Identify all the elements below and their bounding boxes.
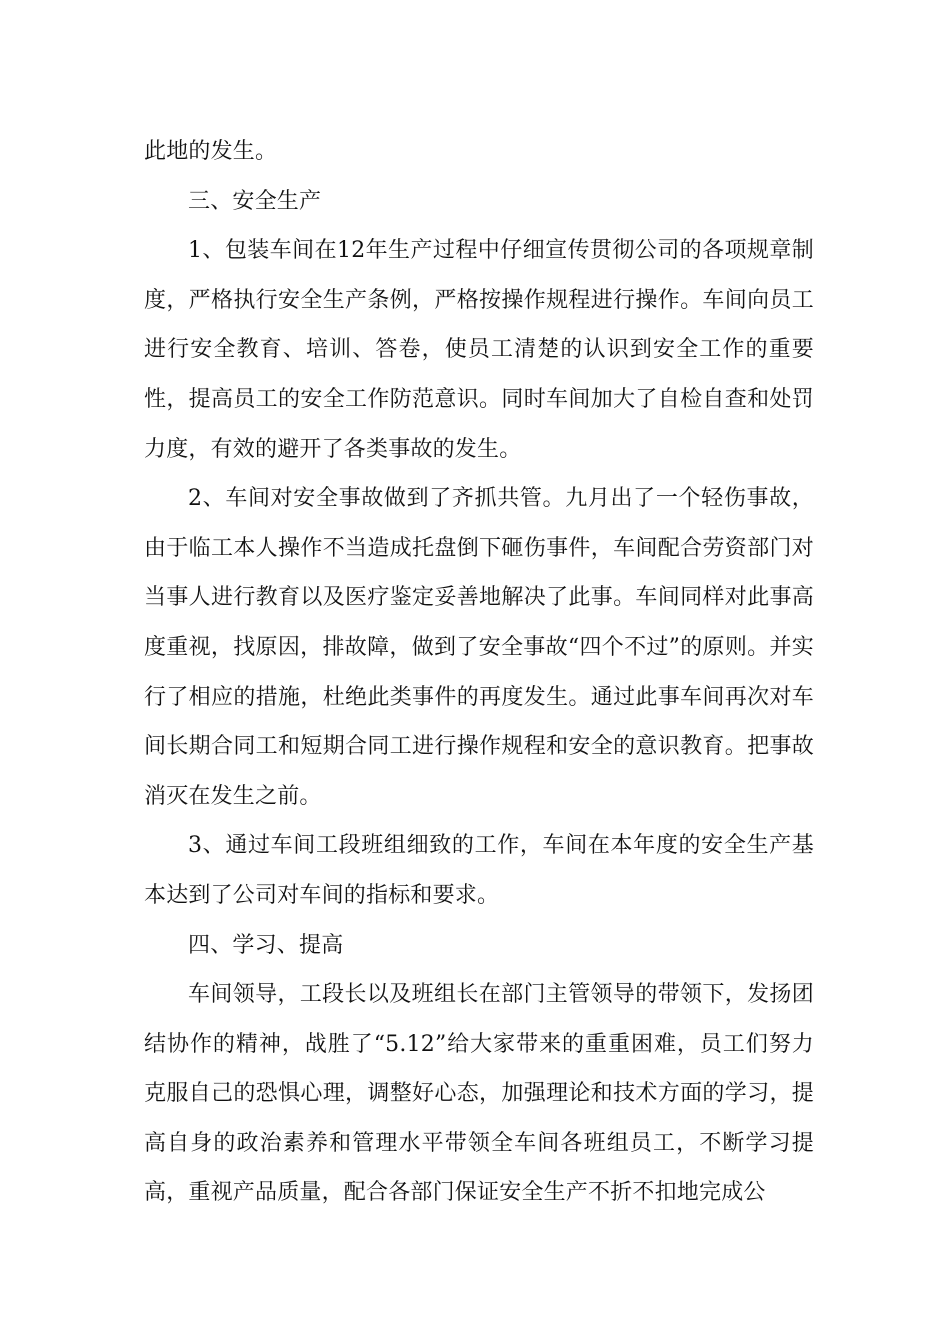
paragraph-safety-1: 1、包装车间在12年生产过程中仔细宣传贯彻公司的各项规章制度，严格执行安全生产条例，严格按操作规程进行操作。车间向员工进行安全教育、培训、答卷，使员工清楚的认识到安全工作的重要性，提高员工的安全工作防范意识。同时车间加大了自检自查和处罚力度，有效的避开了各类事故的发生。 <box>144 238 814 462</box>
paragraph-safety-2: 2、车间对安全事故做到了齐抓共管。九月出了一个轻伤事故，由于临工本人操作不当造成托盘倒下砸伤事件，车间配合劳资部门对当事人进行教育以及医疗鉴定妥善地解决了此事。车间同样对此事高度重视，找原因，排故障，做到了安全事故“四个不过”的原则。并实行了相应的措施，杜绝此类事件的再度发生。通过此事车间再次对车间长期合同工和短期合同工进行操作规程和安全的意识教育。把事故消灭在发生之前。 <box>144 486 814 809</box>
paragraph-safety-3: 3、通过车间工段班组细致的工作，车间在本年度的安全生产基本达到了公司对车间的指标和要求。 <box>144 833 814 908</box>
paragraph-continuation: 此地的发生。 <box>144 139 278 164</box>
section-heading-safety: 三、安全生产 <box>188 188 322 214</box>
section-heading-learning: 四、学习、提高 <box>188 932 344 958</box>
document-body <box>144 127 814 1218</box>
paragraph-learning: 车间领导，工段长以及班组长在部门主管领导的带领下，发扬团结协作的精神，战胜了“5.12”给大家带来的重重困难，员工们努力克服自己的恐惧心理，调整好心态，加强理论和技术方面的学习，提高自身的政治素养和管理水平带领全车间各班组员工，不断学习提高，重视产品质量，配合各部门保证安全生产不折不扣地完成公 <box>144 982 814 1206</box>
